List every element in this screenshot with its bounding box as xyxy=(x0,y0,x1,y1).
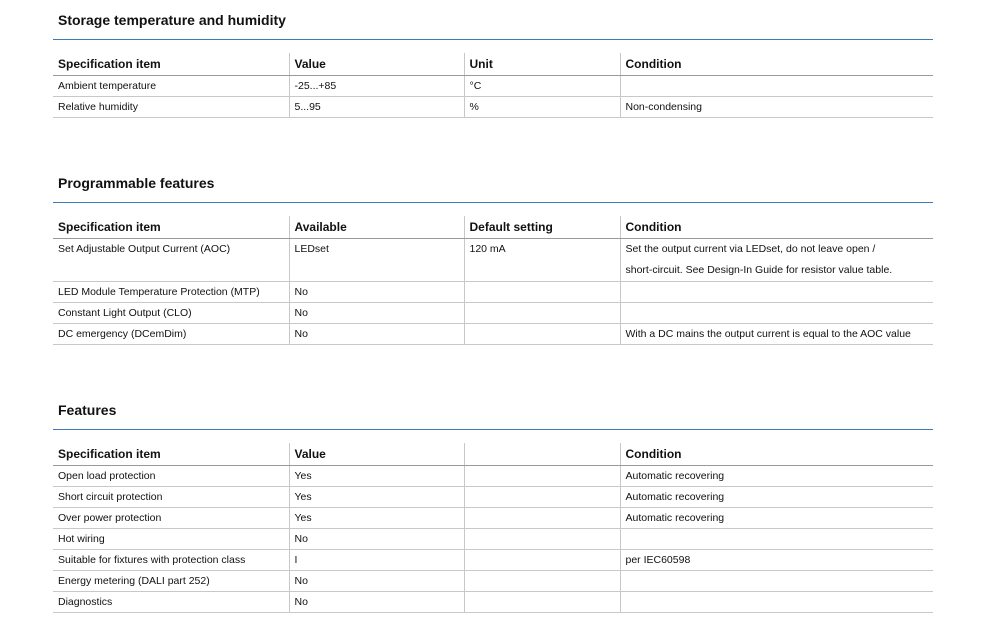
table-row xyxy=(53,487,933,508)
condition-line: Set the output current via LEDset, do not leave open / xyxy=(625,243,876,255)
table-cell xyxy=(464,466,620,487)
table-cell: 5...95 xyxy=(289,97,464,118)
column-header: Available xyxy=(289,216,464,239)
table-cell: Automatic recovering xyxy=(620,466,933,487)
table-row xyxy=(53,324,933,345)
table-cell: per IEC60598 xyxy=(620,550,933,571)
column-header: Condition xyxy=(620,53,933,76)
table-cell: Short circuit protection xyxy=(53,487,289,508)
table-cell: Yes xyxy=(289,508,464,529)
table-cell xyxy=(620,529,933,550)
table-cell: I xyxy=(289,550,464,571)
section-divider xyxy=(53,202,933,203)
table-cell: LEDset xyxy=(289,239,464,282)
table-cell xyxy=(464,487,620,508)
column-header: Value xyxy=(289,443,464,466)
table-cell: Diagnostics xyxy=(53,592,289,613)
table-cell: Suitable for fixtures with protection class xyxy=(53,550,289,571)
table-cell: Automatic recovering xyxy=(620,487,933,508)
section-divider xyxy=(53,39,933,40)
table-cell: No xyxy=(289,571,464,592)
table-cell: Ambient temperature xyxy=(53,76,289,97)
table-cell: 120 mA xyxy=(464,239,620,282)
table-header-row xyxy=(53,53,933,76)
table-row xyxy=(53,508,933,529)
table-cell: LED Module Temperature Protection (MTP) xyxy=(53,282,289,303)
table-row xyxy=(53,239,933,282)
table-cell xyxy=(464,550,620,571)
table-cell: Hot wiring xyxy=(53,529,289,550)
table-cell: Non-condensing xyxy=(620,97,933,118)
table-cell: Energy metering (DALI part 252) xyxy=(53,571,289,592)
storage-table xyxy=(53,53,933,118)
table-header-row xyxy=(53,443,933,466)
table-row xyxy=(53,76,933,97)
table-cell: With a DC mains the output current is equal to the AOC value xyxy=(620,324,933,345)
table-cell: No xyxy=(289,303,464,324)
column-header: Value xyxy=(289,53,464,76)
column-header: Unit xyxy=(464,53,620,76)
table-cell: Constant Light Output (CLO) xyxy=(53,303,289,324)
table-cell xyxy=(464,508,620,529)
table-cell xyxy=(464,324,620,345)
table-cell xyxy=(620,282,933,303)
table-cell xyxy=(464,282,620,303)
column-header: Default setting xyxy=(464,216,620,239)
column-header: Specification item xyxy=(53,53,289,76)
table-cell: Yes xyxy=(289,466,464,487)
column-header: Condition xyxy=(620,216,933,239)
table-cell: Yes xyxy=(289,487,464,508)
column-header: Specification item xyxy=(53,216,289,239)
table-row xyxy=(53,282,933,303)
section-title: Storage temperature and humidity xyxy=(58,12,286,28)
table-cell xyxy=(620,239,933,282)
table-cell: Open load protection xyxy=(53,466,289,487)
table-cell xyxy=(620,76,933,97)
table-row xyxy=(53,529,933,550)
table-cell: -25...+85 xyxy=(289,76,464,97)
programmable-table xyxy=(53,216,933,345)
table-cell: Automatic recovering xyxy=(620,508,933,529)
table-cell: Relative humidity xyxy=(53,97,289,118)
table-cell: Set Adjustable Output Current (AOC) xyxy=(53,239,289,282)
table-cell: °C xyxy=(464,76,620,97)
table-cell xyxy=(620,303,933,324)
section-title: Programmable features xyxy=(58,175,215,191)
column-header: Condition xyxy=(620,443,933,466)
table-row xyxy=(53,466,933,487)
table-row xyxy=(53,303,933,324)
column-header xyxy=(464,443,620,466)
table-cell: No xyxy=(289,529,464,550)
table-cell xyxy=(464,529,620,550)
condition-line: short-circuit. See Design-In Guide for resistor value table. xyxy=(625,264,893,276)
table-cell: No xyxy=(289,324,464,345)
table-header-row xyxy=(53,216,933,239)
table-row xyxy=(53,97,933,118)
table-cell: No xyxy=(289,592,464,613)
table-row xyxy=(53,592,933,613)
column-header: Specification item xyxy=(53,443,289,466)
table-cell xyxy=(464,592,620,613)
table-cell: No xyxy=(289,282,464,303)
section-divider xyxy=(53,429,933,430)
table-cell xyxy=(620,571,933,592)
table-cell: Over power protection xyxy=(53,508,289,529)
table-row xyxy=(53,550,933,571)
table-cell xyxy=(464,571,620,592)
features-table xyxy=(53,443,933,613)
table-cell xyxy=(464,303,620,324)
table-cell xyxy=(620,592,933,613)
table-cell: DC emergency (DCemDim) xyxy=(53,324,289,345)
table-cell: % xyxy=(464,97,620,118)
table-row xyxy=(53,571,933,592)
section-title: Features xyxy=(58,402,117,418)
